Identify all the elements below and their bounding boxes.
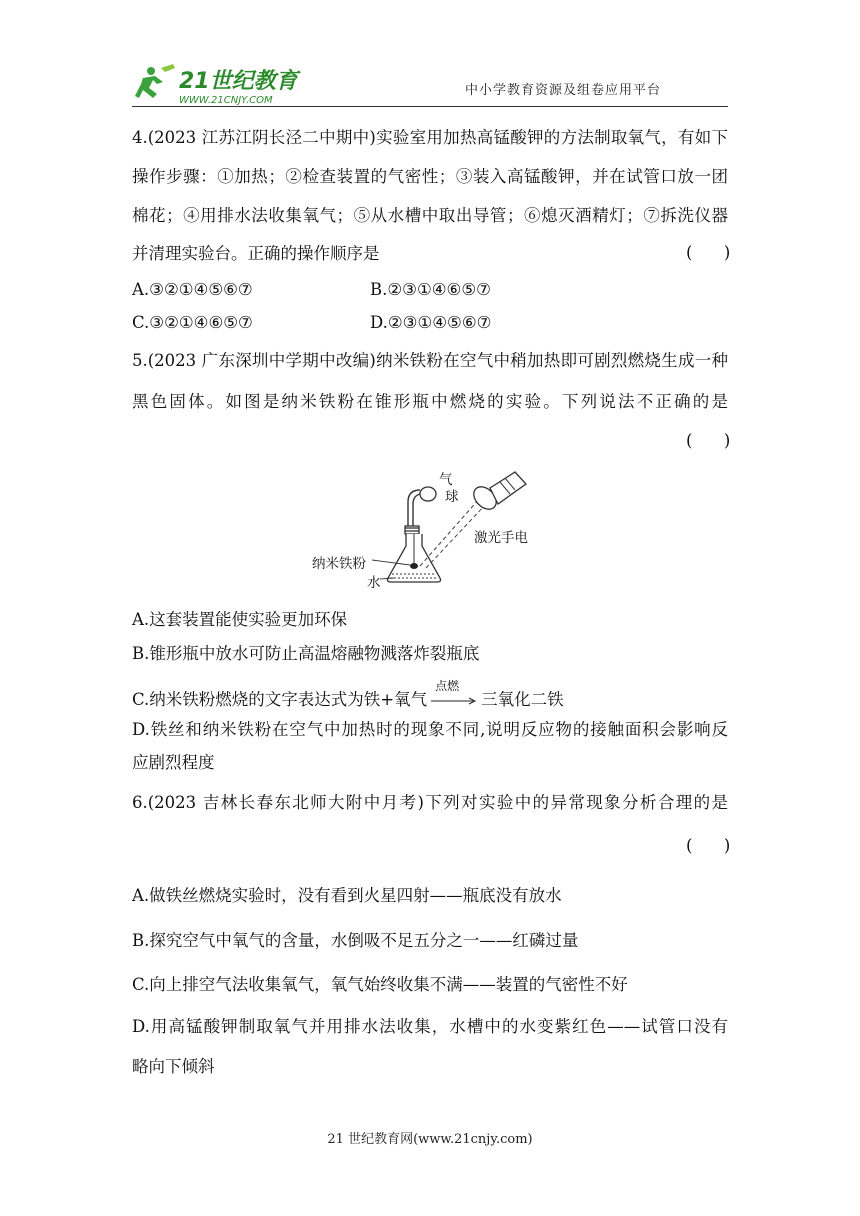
- q4-option-b: B.②③①④⑥⑤⑦: [370, 280, 491, 299]
- q5-figure: [310, 468, 550, 591]
- q4-stem-line-4: 并清理实验台。正确的操作顺序是: [132, 244, 380, 263]
- platform-tagline: 中小学教育资源及组卷应用平台: [465, 83, 662, 98]
- q5-answer-paren: ( ): [686, 431, 731, 450]
- q5-option-b: B.锥形瓶中放水可防止高温熔融物溅落炸裂瓶底: [132, 644, 480, 663]
- q4-option-d: D.②③①④⑤⑥⑦: [370, 313, 492, 332]
- runner-icon: [135, 64, 175, 98]
- logo-text: 21世纪教育: [179, 69, 298, 94]
- reaction-arrow: [431, 678, 477, 709]
- water-label: 水: [367, 575, 381, 591]
- q4-option-a: A.③②①④⑤⑥⑦: [132, 280, 253, 299]
- balloon-label-1: 气: [439, 472, 453, 488]
- q5-option-c: [132, 678, 564, 710]
- q6-stem-line-1: 6.(2023 吉林长春东北师大附中月考)下列对实验中的异常现象分析合理的是: [132, 793, 728, 812]
- q5-option-c-product: 三氧化二铁: [481, 690, 564, 709]
- header-divider: [132, 106, 728, 107]
- q6-option-a: A.做铁丝燃烧实验时，没有看到火星四射——瓶底没有放水: [132, 886, 562, 905]
- page-header: [0, 0, 860, 110]
- q6-option-c: C.向上排空气法收集氧气，氧气始终收集不满——装置的气密性不好: [132, 975, 628, 994]
- q5-stem-line-2: 黑色固体。如图是纳米铁粉在锥形瓶中燃烧的实验。下列说法不正确的是: [132, 392, 728, 411]
- page-footer: 21 世纪教育网(www.21cnjy.com): [327, 1132, 533, 1147]
- q4-stem-line-3: 棉花；④用排水法收集氧气；⑤从水槽中取出导管；⑥熄灭酒精灯；⑦拆洗仪器: [132, 206, 728, 225]
- q5-option-d-line-2: 应剧烈程度: [132, 753, 215, 772]
- q4-option-c: C.③②①④⑥⑤⑦: [132, 313, 253, 332]
- balloon-label-2: 球: [445, 489, 459, 505]
- q6-answer-paren: ( ): [686, 836, 731, 855]
- q5-option-a: A.这套装置能使实验更加环保: [132, 610, 348, 629]
- laser-label: 激光手电: [474, 530, 528, 546]
- q5-option-d-line-1: D.铁丝和纳米铁粉在空气中加热时的现象不同,说明反应物的接触面积会影响反: [132, 720, 728, 739]
- balloon-icon: [420, 487, 436, 501]
- logo-21cnjy: [135, 62, 315, 108]
- arrow-right-icon: [431, 693, 477, 709]
- q5-stem-line-1: 5.(2023 广东深圳中学期中改编)纳米铁粉在空气中稍加热即可剧烈燃烧生成一种: [132, 351, 728, 370]
- laser-flashlight-icon: [469, 472, 526, 514]
- q4-stem-line-2: 操作步骤：①加热；②检查装置的气密性；③装入高锰酸钾，并在试管口放一团: [132, 167, 728, 186]
- q6-option-d-line-1: D.用高锰酸钾制取氧气并用排水法收集，水槽中的水变紫红色——试管口没有: [132, 1017, 728, 1036]
- reaction-condition: 点燃: [435, 678, 460, 693]
- q5-option-c-reactants: C.纳米铁粉燃烧的文字表达式为铁+氧气: [132, 690, 428, 709]
- q4-stem-line-1: 4.(2023 江苏江阴长泾二中期中)实验室用加热高锰酸钾的方法制取氧气，有如下: [132, 128, 728, 147]
- logo-url-text: WWW.21CNJY.COM: [179, 95, 273, 106]
- q6-option-b: B.探究空气中氧气的含量，水倒吸不足五分之一——红磷过量: [132, 931, 579, 950]
- iron-powder-icon: [410, 563, 418, 569]
- iron-powder-label: 纳米铁粉: [312, 556, 366, 572]
- q4-answer-paren: ( ): [686, 243, 731, 262]
- q6-option-d-line-2: 略向下倾斜: [132, 1057, 215, 1076]
